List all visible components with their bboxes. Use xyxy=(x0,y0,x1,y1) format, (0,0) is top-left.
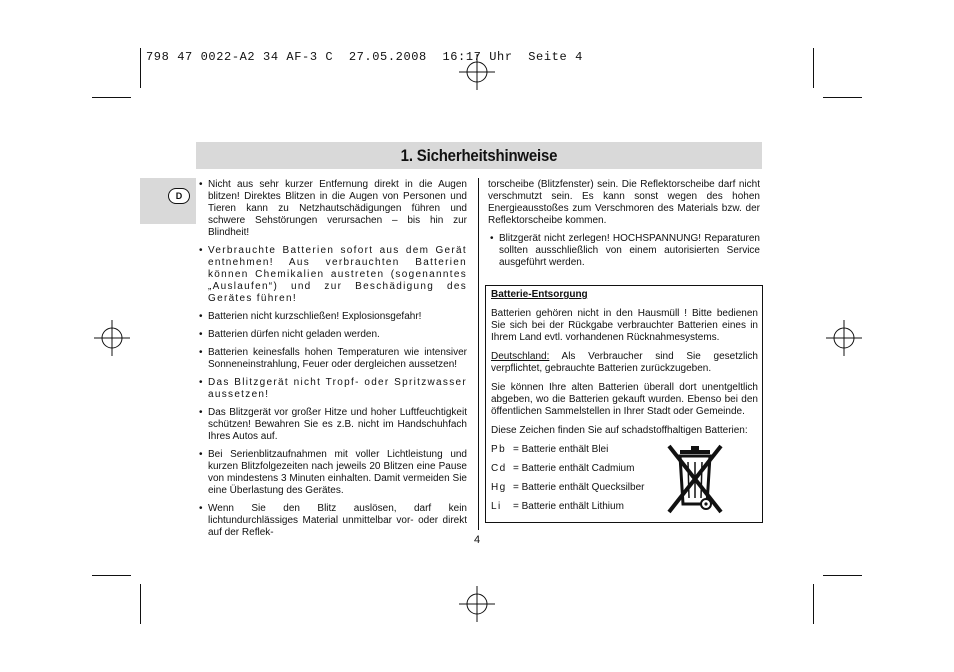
chemical-symbol: Pb xyxy=(491,444,507,455)
left-column xyxy=(197,179,467,545)
box-paragraph: Batterien gehören nicht in den Hausmüll ! Bitte bedienen Sie sich bei der Rückgabe verbrauchter Batterien eines in Ihrem Land evtl. vorhandenen Rücknahmesystems. xyxy=(491,308,758,343)
safety-bullet: • Verbrauchte Batterien sofort aus dem Gerät entnehmen! Aus verbrauchten Batterien können Chemikalien austreten (sogenanntes „Auslaufen“) und zur Beschädigung des Gerätes führen! xyxy=(197,245,467,305)
chemical-text: = Batterie enthält Cadmium xyxy=(513,463,635,474)
print-header: 798 47 0022-A2 34 AF-3 C 27.05.2008 16:17 Uhr Seite 4 xyxy=(146,50,583,64)
right-column xyxy=(488,179,760,275)
registration-mark-icon xyxy=(824,318,864,358)
crop-mark xyxy=(92,97,131,98)
crossed-out-wheelie-bin-icon xyxy=(663,442,727,518)
section-title-bar xyxy=(196,142,762,169)
crop-mark xyxy=(823,97,862,98)
safety-bullet: • Bei Serienblitzaufnahmen mit voller Lichtleistung und kurzen Blitzfolgezeiten nach jeweils 20 Blitzen eine Pause von mindestens 3 Minuten einhalten. Damit vermeiden Sie eine Überlastung des Gerätes. xyxy=(197,449,467,497)
box-paragraph xyxy=(491,351,758,375)
chemical-text: = Batterie enthält Quecksilber xyxy=(513,482,645,493)
chemical-text: = Batterie enthält Blei xyxy=(513,444,609,455)
box-paragraph: Diese Zeichen finden Sie auf schadstoffhaltigen Batterien: xyxy=(491,425,748,436)
chemical-symbol: Hg xyxy=(491,482,507,493)
crop-mark xyxy=(140,48,141,88)
language-badge: D xyxy=(168,188,190,204)
registration-mark-icon xyxy=(457,584,497,624)
country-label: Deutschland: xyxy=(491,351,550,362)
crop-mark xyxy=(813,584,814,624)
safety-bullet: • Nicht aus sehr kurzer Entfernung direkt in die Augen blitzen! Direktes Blitzen in die Augen von Personen und Tieren kann zu Netzhautschädigungen führen und schwere Sehstörungen verursachen – bis hin zur Blindheit! xyxy=(197,179,467,239)
registration-mark-icon xyxy=(92,318,132,358)
section-title: 1. Sicherheitshinweise xyxy=(400,145,558,165)
safety-bullet: • Batterien nicht kurzschließen! Explosionsgefahr! xyxy=(197,311,467,323)
chemical-symbol: Li xyxy=(491,501,502,512)
safety-bullet: • Batterien dürfen nicht geladen werden. xyxy=(197,329,467,341)
box-paragraph: Sie können Ihre alten Batterien überall dort unentgeltlich abgeben, wo die Batterien gekauft wurden. Ebenso bei den öffentlichen Sammelstellen in Ihrer Stadt oder Gemeinde. xyxy=(491,382,758,417)
crop-mark xyxy=(813,48,814,88)
box-heading: Batterie-Entsorgung xyxy=(491,289,588,300)
continuation-paragraph: torscheibe (Blitzfenster) sein. Die Reflektorscheibe darf nicht verschmutzt sein. Es kann sonst wegen des hohen Energieausstoßes zum Verschmoren des Materials bzw. der Reflektorscheibe kommen. xyxy=(488,179,760,226)
column-divider xyxy=(478,178,479,530)
page-number: 4 xyxy=(473,534,481,546)
safety-bullet: • Batterien keinesfalls hohen Temperaturen wie intensiver Sonneneinstrahlung, Feuer oder dergleichen aussetzen! xyxy=(197,347,467,371)
chemical-text: = Batterie enthält Lithium xyxy=(513,501,624,512)
chemical-symbol: Cd xyxy=(491,463,507,474)
crop-mark xyxy=(823,575,862,576)
safety-bullet: • Blitzgerät nicht zerlegen! HOCHSPANNUNG! Reparaturen sollten ausschließlich von einem autorisierten Service ausgeführt werden. xyxy=(488,233,760,269)
safety-bullet: • Das Blitzgerät vor großer Hitze und hoher Luftfeuchtigkeit schützen! Bewahren Sie es z.B. nicht im Handschuhfach Ihres Autos auf. xyxy=(197,407,467,443)
registration-mark-icon xyxy=(457,52,497,92)
crop-mark xyxy=(92,575,131,576)
safety-bullet: • Wenn Sie den Blitz auslösen, darf kein lichtundurchlässiges Material unmittelbar vor- oder direkt auf der Reflek- xyxy=(197,503,467,539)
safety-bullet: • Das Blitzgerät nicht Tropf- oder Spritzwasser aussetzen! xyxy=(197,377,467,401)
country-text: Als Verbraucher sind Sie gesetzlich verpflichtet, gebrauchte Batterien zurückzugeben. xyxy=(491,351,758,374)
crop-mark xyxy=(140,584,141,624)
language-tab xyxy=(140,178,196,224)
